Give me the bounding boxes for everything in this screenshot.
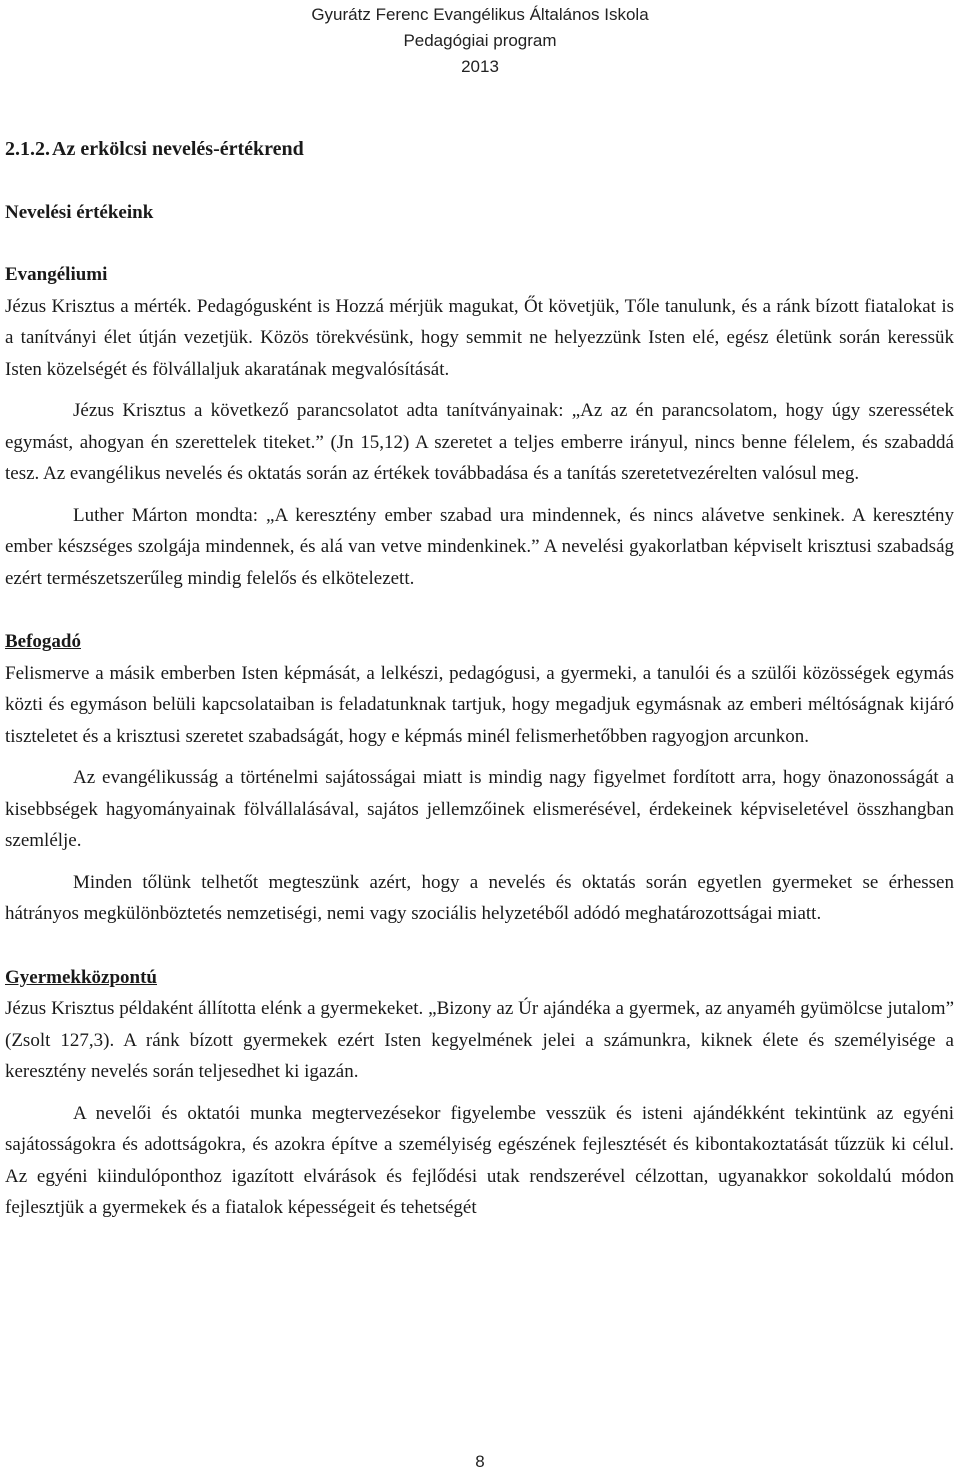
page-header (0, 2, 960, 80)
paragraph: Az evangélikusság a történelmi sajátosságai miatt is mindig nagy figyelmet fordított arra, hogy önazonosságát a kisebbségek hagyományainak fölvállalásával, sajátos jellemzőinek elismerésével, érdekeinek képviseletével összhangban szemlélje. (5, 767, 954, 851)
paragraph: Felismerve a másik emberben Isten képmását, a lelkészi, pedagógusi, a gyermeki, a tanulói és a szülői közösségek egymás közti és egymáson belüli kapcsolataiban is feladatunknak tartjuk, hogy megadjuk egymásnak az emberi méltóságnak kijáró tiszteletet és a krisztusi szeretet szabadságát, hogy e képmás minél felismerhetőbben ragyogjon arcunkon. (5, 662, 954, 747)
paragraph: Jézus Krisztus a következő parancsolatot adta tanítványainak: „Az az én parancsolatom, hogy úgy szeressétek egymást, ahogyan én szerettelek titeket.” (Jn 15,12) A szeretet a teljes emberre irányul, nincs benne félelem, és szabaddá tesz. Az evangélikus nevelés és oktatás során az értékek továbbadása és a tanítás szeretetvezérelten valósul meg. (5, 400, 954, 484)
heading-befogado: Befogadó (5, 631, 81, 652)
spacer (5, 930, 954, 962)
block-evangeliumi (5, 259, 954, 594)
paragraph: Minden tőlünk telhetőt megteszünk azért, hogy a nevelés és oktatás során egyetlen gyermeket se érhessen hátrányos megkülönböztetés nemzetiségi, nemi vagy szociális helyzetéből adódó meghatározottságai miatt. (5, 871, 954, 924)
paragraph: Jézus Krisztus példaként állította elénk a gyermekeket. „Bizony az Úr ajándéka a gyermek, az anyaméh gyümölcse jutalom” (Zsolt 127,3). A ránk bízott gyermekek ezért Isten kegyelmének jelei a számunkra, kiknek élete és személyisége a keresztény nevelés során teljesedhet ki igazán. (5, 998, 954, 1082)
subsection-heading: Nevelési értékeink (5, 201, 154, 223)
paragraph: Luther Márton mondta: „A keresztény ember szabad ura mindennek, és nincs alávetve senkinek. A keresztény ember készséges szolgája mindennek, és alá van vetve mindenkinek.” A nevelési gyakorlatban képviselt krisztusi szabadság ezért természetszerűleg mindig felelős és elkötelezett. (5, 504, 954, 589)
page-number: 8 (475, 1452, 485, 1471)
header-program: Pedagógiai program (403, 31, 557, 50)
header-school: Gyurátz Ferenc Evangélikus Általános Iskola (311, 5, 649, 24)
heading-evangeliumi: Evangéliumi (5, 264, 108, 285)
heading-gyermekkozpontu: Gyermekközpontú (5, 966, 157, 988)
paragraph: Jézus Krisztus a mérték. Pedagógusként is Hozzá mérjük magukat, Őt követjük, Tőle tanulunk, és a ránk bízott fiatalokat is a tanítványi élet útján vezetjük. Közös törekvésünk, hogy semmit ne helyezzünk Isten elé, egész életünk során keressük Isten közelségét és fölvállaljuk akaratának megvalósítását. (5, 295, 954, 380)
section-heading (5, 134, 954, 166)
spacer (5, 594, 954, 626)
block-befogado (5, 626, 954, 930)
block-gyermekkozpontu (5, 962, 954, 1224)
section-title: Az erkölcsi nevelés-értékrend (52, 138, 304, 160)
section-number: 2.1.2. (5, 138, 50, 160)
page-content (5, 134, 954, 1224)
paragraph: A nevelői és oktatói munka megtervezésekor figyelembe vesszük és isteni ajándékként tekintünk az egyéni sajátosságokra és adottságokra, és azokra építve a személyiség egészének fejlesztését és kibontakoztatását tűzzük ki célul. Az egyéni kiindulóponthoz igazított elvárások és fejlődési utak rendszerével célzottan, ugyanakkor sokoldalú módon fejlesztjük a gyermekek és a fiatalok képességeit és tehetségét (5, 1102, 954, 1218)
header-year: 2013 (461, 57, 499, 76)
